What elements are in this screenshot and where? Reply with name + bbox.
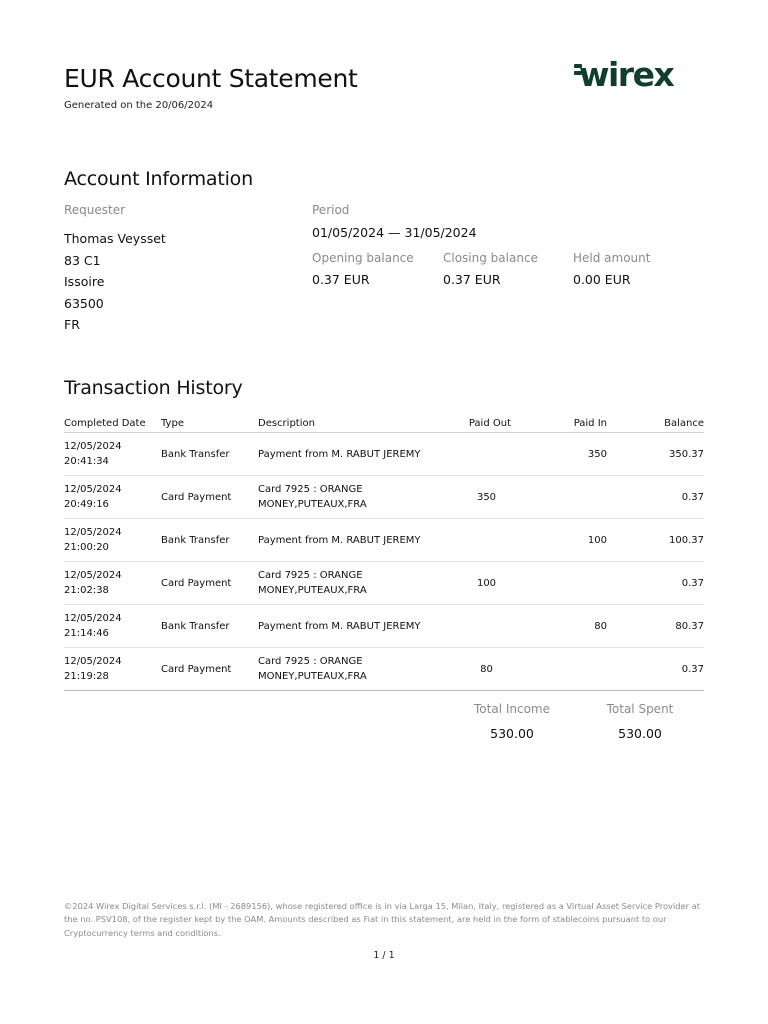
- table-row: [64, 476, 704, 519]
- requester-postcode: 63500: [64, 295, 104, 311]
- row-balance: 0.37: [681, 663, 704, 675]
- row-type: Bank Transfer: [161, 448, 230, 460]
- requester-name: Thomas Veysset: [64, 231, 166, 246]
- row-paid-out: 80: [480, 663, 493, 675]
- opening-balance-label: Opening balance: [312, 251, 414, 265]
- period-value: 01/05/2024 — 31/05/2024: [312, 225, 477, 240]
- row-balance: 0.37: [681, 491, 704, 503]
- period-label: Period: [312, 203, 350, 217]
- row-type: Card Payment: [161, 663, 232, 675]
- wirex-logo-text: wirex: [579, 58, 674, 90]
- row-balance: 350.37: [669, 448, 704, 460]
- table-row: [64, 648, 704, 691]
- table-header: [64, 414, 704, 433]
- row-type: Card Payment: [161, 577, 232, 589]
- row-date: 12/05/2024 21:02:38: [64, 570, 122, 596]
- requester-city: Issoire: [64, 274, 105, 289]
- row-date: 12/05/2024 21:14:46: [64, 613, 122, 639]
- row-date: 12/05/2024 20:41:34: [64, 441, 122, 467]
- requester-label: Requester: [64, 203, 126, 217]
- held-amount-value: 0.00 EUR: [573, 272, 631, 287]
- table-row: [64, 519, 704, 562]
- closing-balance-label: Closing balance: [443, 251, 538, 265]
- col-paid-out: Paid Out: [468, 417, 511, 429]
- requester-address: [64, 228, 166, 336]
- row-date: 12/05/2024 20:49:16: [64, 484, 122, 510]
- requester-street: 83 C1: [64, 252, 101, 268]
- wirex-logo: [574, 58, 706, 90]
- table-row: [64, 562, 704, 605]
- row-description: Payment from M. RABUT JEREMY: [258, 448, 421, 460]
- row-type: Bank Transfer: [161, 620, 230, 632]
- total-income-label: Total Income: [474, 702, 550, 716]
- row-description: Card 7925 : ORANGE MONEY,PUTEAUX,FRA: [258, 570, 367, 596]
- held-amount-label: Held amount: [573, 251, 651, 265]
- row-balance: 80.37: [675, 620, 704, 632]
- transaction-table: [64, 414, 704, 691]
- row-date: 12/05/2024 21:00:20: [64, 527, 122, 553]
- table-row: [64, 605, 704, 648]
- row-type: Card Payment: [161, 491, 232, 503]
- transaction-history-heading: Transaction History: [64, 377, 243, 399]
- row-paid-out: 350: [476, 491, 497, 503]
- col-paid-in: Paid In: [573, 417, 607, 429]
- requester-country: FR: [64, 317, 80, 332]
- account-info-heading: Account Information: [64, 168, 253, 190]
- total-spent-value: 530.00: [618, 726, 662, 741]
- col-completed-date: Completed Date: [64, 417, 146, 429]
- total-spent-label: Total Spent: [606, 702, 674, 716]
- generated-date: Generated on the 20/06/2024: [64, 100, 214, 111]
- row-date: 12/05/2024 21:19:28: [64, 656, 122, 682]
- total-income: [457, 702, 567, 741]
- page-number: 1 / 1: [373, 950, 395, 961]
- col-type: Type: [161, 417, 184, 429]
- row-description: Payment from M. RABUT JEREMY: [258, 620, 421, 632]
- total-income-value: 530.00: [490, 726, 534, 741]
- total-spent: [585, 702, 695, 741]
- row-balance: 0.37: [681, 577, 704, 589]
- row-description: Card 7925 : ORANGE MONEY,PUTEAUX,FRA: [258, 484, 367, 510]
- page-title: EUR Account Statement: [64, 64, 358, 93]
- row-paid-out: 100: [476, 577, 497, 589]
- col-description: Description: [258, 417, 315, 429]
- table-row: [64, 433, 704, 476]
- opening-balance-value: 0.37 EUR: [312, 272, 370, 287]
- row-paid-in: 350: [587, 448, 607, 460]
- legal-footer: ©2024 Wirex Digital Services s.r.l. (MI - 2689156), whose registered office is in via Larga 15, Milan, Italy, registered as a Virtual Asset Service Provider at the no. PSV108, of the register kept by the OAM. Amounts described as Fiat in this statement, are held in the form of stablecoins pursuant to our Cryptocurrency terms and conditions.: [64, 901, 701, 938]
- row-description: Payment from M. RABUT JEREMY: [258, 534, 421, 546]
- row-type: Bank Transfer: [161, 534, 230, 546]
- col-balance: Balance: [664, 417, 704, 429]
- row-description: Card 7925 : ORANGE MONEY,PUTEAUX,FRA: [258, 656, 367, 682]
- closing-balance-value: 0.37 EUR: [443, 272, 501, 287]
- row-balance: 100.37: [669, 534, 704, 546]
- row-paid-in: 80: [594, 620, 607, 632]
- row-paid-in: 100: [587, 534, 607, 546]
